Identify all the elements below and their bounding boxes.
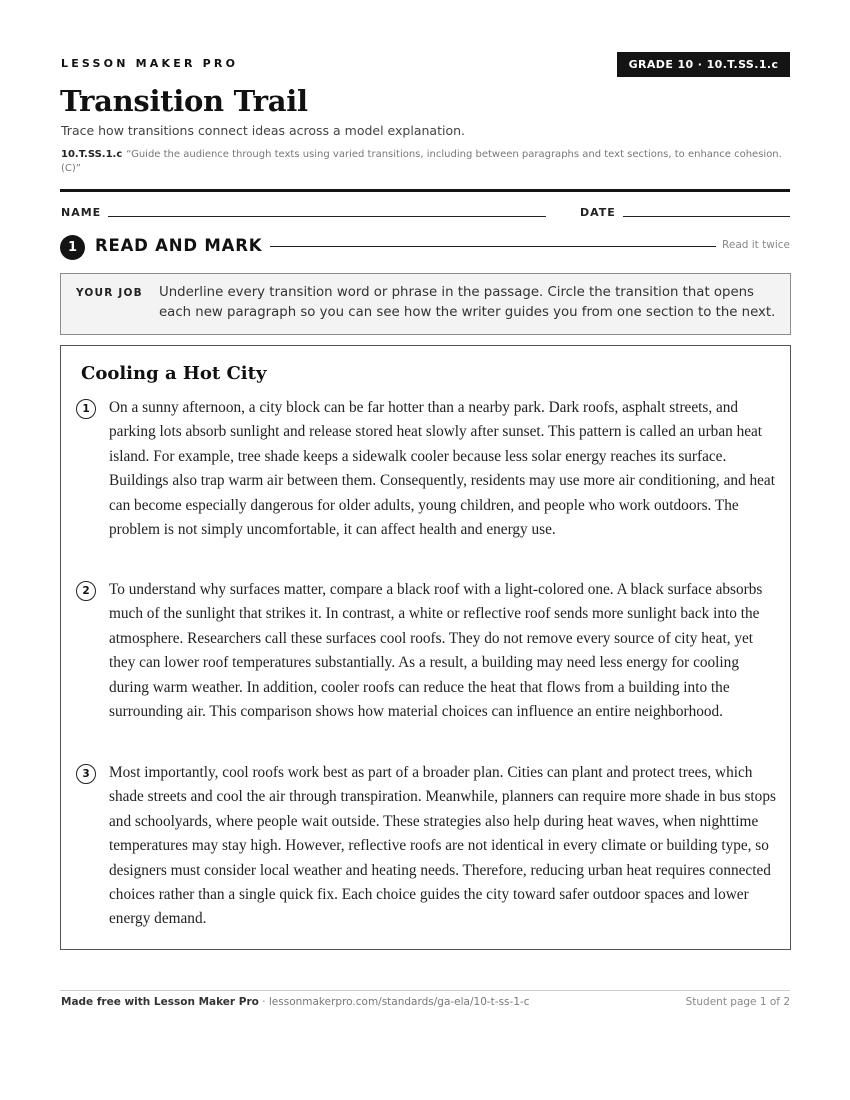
standard-code: 10.T.SS.1.c (61, 149, 123, 160)
footer-made-with: Made free with Lesson Maker Pro (61, 996, 259, 1008)
section-title: READ AND MARK (95, 236, 263, 255)
brand-wordmark: LESSON MAKER PRO (61, 57, 239, 70)
footer-page-number: Student page 1 of 2 (685, 996, 790, 1008)
job-text: Underline every transition word or phrase in the passage. Circle the transition that opens each new paragraph so you can see how the writer guides you from one section to the next. (159, 285, 776, 320)
paragraph-3: Most importantly, cool roofs work best as part of a broader plan. Cities can plant and protect trees, which shade streets and cool the air through transpiration. Meanwhile, planners can require more shade in bus stops and schoolyards, where people wait outside. These strategies also help during heat waves, when nighttime temperatures may stay high. However, reflective roofs are not identical in every climate or building type, so designers must consider local weather and heating needs. Therefore, reducing urban heat requires connected choices rather than a single quick fix. Each choice guides the city toward safer outdoor spaces and lower energy demand. (109, 764, 776, 928)
paragraph-number-2: 2 (76, 581, 96, 601)
footer-separator: · (258, 996, 269, 1008)
section-number-badge: 1 (60, 235, 85, 260)
standard-text: “Guide the audience through texts using varied transitions, including between paragraphs and text sections, to enhance cohesion. (C)” (61, 149, 782, 174)
job-label: YOUR JOB (76, 287, 143, 299)
date-field[interactable] (623, 216, 790, 217)
grade-badge: GRADE 10 · 10.T.SS.1.c (617, 52, 790, 77)
paragraph-number-3: 3 (76, 764, 96, 784)
paragraph-number-1: 1 (76, 399, 96, 419)
job-instructions-box (60, 273, 791, 335)
name-label: NAME (61, 206, 102, 219)
page-title: Transition Trail (60, 84, 308, 118)
footer-url[interactable]: lessonmakerpro.com/standards/ga-ela/10-t-ss-1-c (268, 996, 530, 1008)
date-label: DATE (580, 206, 616, 219)
footer-credit (61, 996, 530, 1008)
section-rule (270, 246, 716, 247)
section-note: Read it twice (722, 239, 790, 251)
passage-title: Cooling a Hot City (81, 363, 267, 384)
paragraph-2: To understand why surfaces matter, compare a black roof with a light-colored one. A black surface absorbs much of the sunlight that strikes it. In contrast, a white or reflective roof sends more sunlight back into the atmosphere. Researchers call these surfaces cool roofs. They do not remove every source of city heat, yet they can lower roof temperatures substantially. As a result, a building may need less energy for cooling during warm weather. In addition, cooler roofs can reduce the heat that flows from a building into the surrounding air. This comparison shows how material choices can influence an entire neighborhood. (109, 581, 763, 721)
header-divider (60, 189, 790, 192)
footer-divider (60, 990, 790, 991)
standard-description (61, 148, 791, 176)
page-subtitle: Trace how transitions connect ideas across a model explanation. (61, 123, 465, 138)
name-field[interactable] (108, 216, 546, 217)
paragraph-1: On a sunny afternoon, a city block can be far hotter than a nearby park. Dark roofs, asphalt streets, and parking lots absorb sunlight and release stored heat slowly after sunset. This pattern is called an urban heat island. For example, tree shade keeps a sidewalk cooler because less solar energy reaches its surface. Buildings also trap warm air between them. Consequently, residents may use more air conditioning, and heat can become especially dangerous for older adults, young children, and people who work outdoors. The problem is not simply uncomfortable, it can affect health and energy use. (109, 399, 775, 539)
passage-box (60, 345, 791, 950)
